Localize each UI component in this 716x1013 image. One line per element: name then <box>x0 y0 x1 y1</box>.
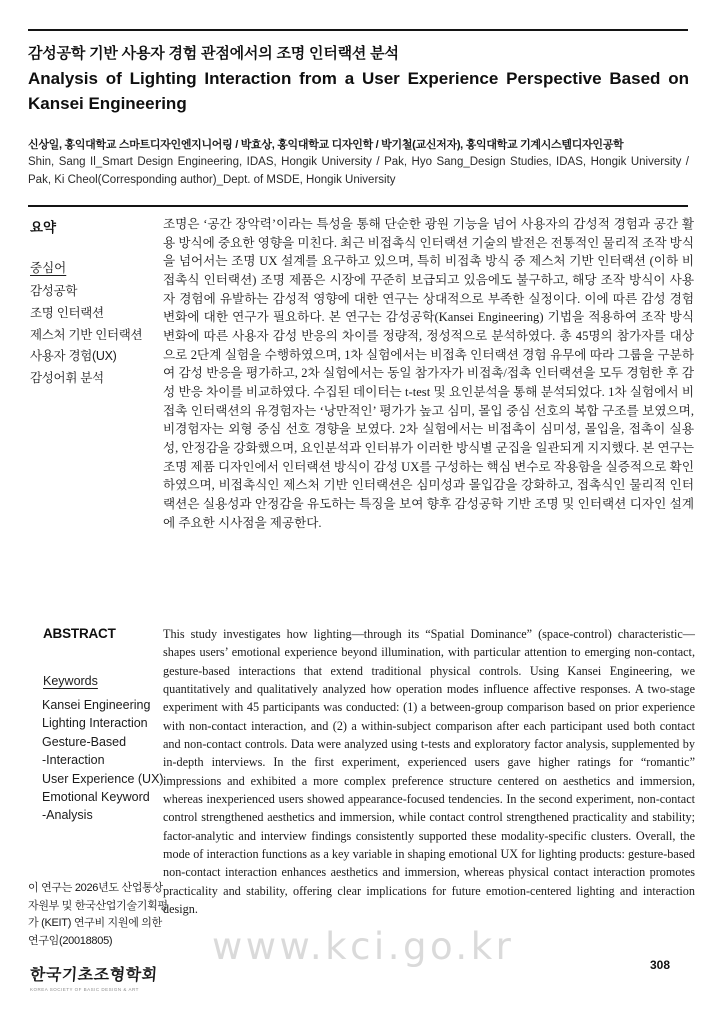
society-logo-text: 한국기초조형학회 <box>29 967 159 984</box>
summary-heading: 요약 <box>30 220 57 235</box>
english-keyword: User Experience (UX) <box>42 771 164 786</box>
korean-keyword: 제스처 기반 인터랙션 <box>30 327 143 342</box>
korean-keyword: 감성공학 <box>30 284 78 298</box>
korean-keywords-heading: 중심어 <box>30 261 67 275</box>
korean-keyword: 감성어휘 분석 <box>30 371 104 386</box>
top-rule <box>28 29 688 31</box>
english-keyword: Kansei Engineering <box>42 698 151 712</box>
english-keywords-list <box>42 696 164 825</box>
english-keyword: Lighting Interaction <box>42 716 148 731</box>
section-rule <box>28 205 688 207</box>
korean-keywords-list <box>30 281 142 390</box>
english-keyword: -Analysis <box>42 808 93 823</box>
funding-note: 이 연구는 2026년도 산업통상자원부 및 한국산업기술기획평가 (KEIT) 연구비 지원에 의한 연구임(20018805) <box>28 882 168 947</box>
authors-korean: 신상일, 홍익대학교 스마트디자인엔지니어링 / 박효상, 홍익대학교 디자인학 / 박기철(교신저자), 홍익대학교 기계시스템디자인공학 <box>28 139 624 151</box>
page-number: 308 <box>650 958 671 972</box>
english-abstract-text: This study investigates how lighting—through its “Spatial Dominance” (space-control) characteristic—shapes users’ emotional experience beyond illumination, with particular attention to emerging non-contact, gesture-based interactions that extend traditional physical controls. Using Kansei Engineering, we quantitatively and qualitatively analyzed how operation modes influence affective responses. A two-stage experiment with 45 participants was conducted: (1) a between-group comparison based on prior experience with non-contact interaction, and (2) a within-subject comparison after each participant used both contact and non-contact controls. Data were analyzed using t-tests and exploratory factor analysis, supplemented by in-depth interviews. In the first experiment, experienced users gave higher ratings for “romantic” impressions and exhibited a more complex preference structure centered on aesthetics and immersion, whereas inexperienced users showed appearance-focused tendencies. In the second experiment, non-contact control strengthened aesthetics and immersion, while contact control strengthened practicality and stability; factor-analytic and interview findings consistently supported these modality-specific clusters. Overall, the mode of interaction functions as a key variable in shaping emotional UX for lighting products: gesture-based non-contact interaction enhances aesthetics and immersion, whereas physical contact interaction promotes practicality and stability, offering clear implications for future emotion-centered lighting and interaction design. <box>163 627 695 917</box>
english-keywords-heading: Keywords <box>43 674 98 688</box>
paper-title-korean: 감성공학 기반 사용자 경험 관점에서의 조명 인터랙션 분석 <box>28 45 399 62</box>
paper-title-english: Analysis of Lighting Interaction from a User Experience Perspective Based on Kansei Engineering <box>28 69 689 113</box>
english-keyword: Emotional Keyword <box>42 790 150 805</box>
korean-keyword: 사용자 경험(UX) <box>30 349 117 364</box>
abstract-heading: ABSTRACT <box>43 626 116 641</box>
english-keyword: -Interaction <box>42 753 105 768</box>
korean-abstract-text: 조명은 ‘공간 장악력’이라는 특성을 통해 단순한 광원 기능을 넘어 사용자의 감성적 경험과 공간 활용 방식에 중요한 영향을 미친다. 최근 비접촉식 인터랙션 기술의 발전은 전통적인 물리적 조작 방식을 넘어서는 조명 UX 설계를 요구하고 있으며, 특히 비접촉 방식 중 제스처 기반 인터랙션 (이하 비접촉식 인터랙션) 조명 제품은 시장에 꾸준히 보급되고 있음에도 불구하고, 해당 조작 방식이 사용자 경험에 유발하는 감성적 영향에 대한 연구는 상대적으로 부족한 실정이다. 이에 따른 감성 경험 변화에 대한 연구가 필요하다. 본 연구는 감성공학(Kansei Engineering) 기법을 적용하여 조작 방식 변화에 따른 사용자 감성 반응의 차이를 정량적, 정성적으로 분석하였다. 총 45명의 참가자를 대상으로 2단계 실험을 수행하였으며, 1차 실험에서는 비접촉 인터랙션 경험 유무에 따라 그룹을 구분하여 감성 반응을 평가하고, 2차 실험에서는 동일 참가자가 비접촉/접촉 인터랙션을 모두 경험한 후 감성 반응 차이를 비교하였다. 수집된 데이터는 t-test 및 요인분석을 통해 분석되었다. 1차 실험에서 비접촉 인터랙션의 유경험자는 ‘낭만적인’ 평가가 높고 심미, 몰입 중심 선호의 복합 구조를 보였으며, 비경험자는 외형 중심 선호 경향을 보였다. 2차 실험에서는 비접촉이 심미성, 몰입을, 접촉이 실용성, 안정감을 강화했으며, 요인분석과 인터뷰가 이러한 방식별 군집을 일관되게 지지했다. 본 연구는 조명 제품 디자인에서 인터랙션 방식이 감성 UX를 구성하는 핵심 변수로 작용함을 실증적으로 확인하였으며, 비접촉식인 제스처 기반 인터랙션은 심미성과 몰입감을 강화하고, 접촉식인 물리적 인터랙션은 실용성과 안정감을 유도하는 특징을 보여 향후 감성공학 기반 조명 및 인터랙션 디자인 설계에 주요한 시사점을 제공한다. <box>163 217 694 530</box>
society-logo <box>30 962 158 992</box>
korean-keyword: 조명 인터랙션 <box>30 305 104 320</box>
kci-watermark: www.kci.go.kr <box>212 925 515 968</box>
authors-english: Shin, Sang Il_Smart Design Engineering, IDAS, Hongik University / Pak, Hyo Sang_Design Studies, IDAS, Hongik University / Pak, Ki Cheol(Corresponding author)_Dept. of MSDE, Hongik University <box>28 156 689 186</box>
english-keyword: Gesture-Based <box>42 734 127 749</box>
society-logo-caption: KOREA SOCIETY OF BASIC DESIGN & ART <box>30 987 139 992</box>
